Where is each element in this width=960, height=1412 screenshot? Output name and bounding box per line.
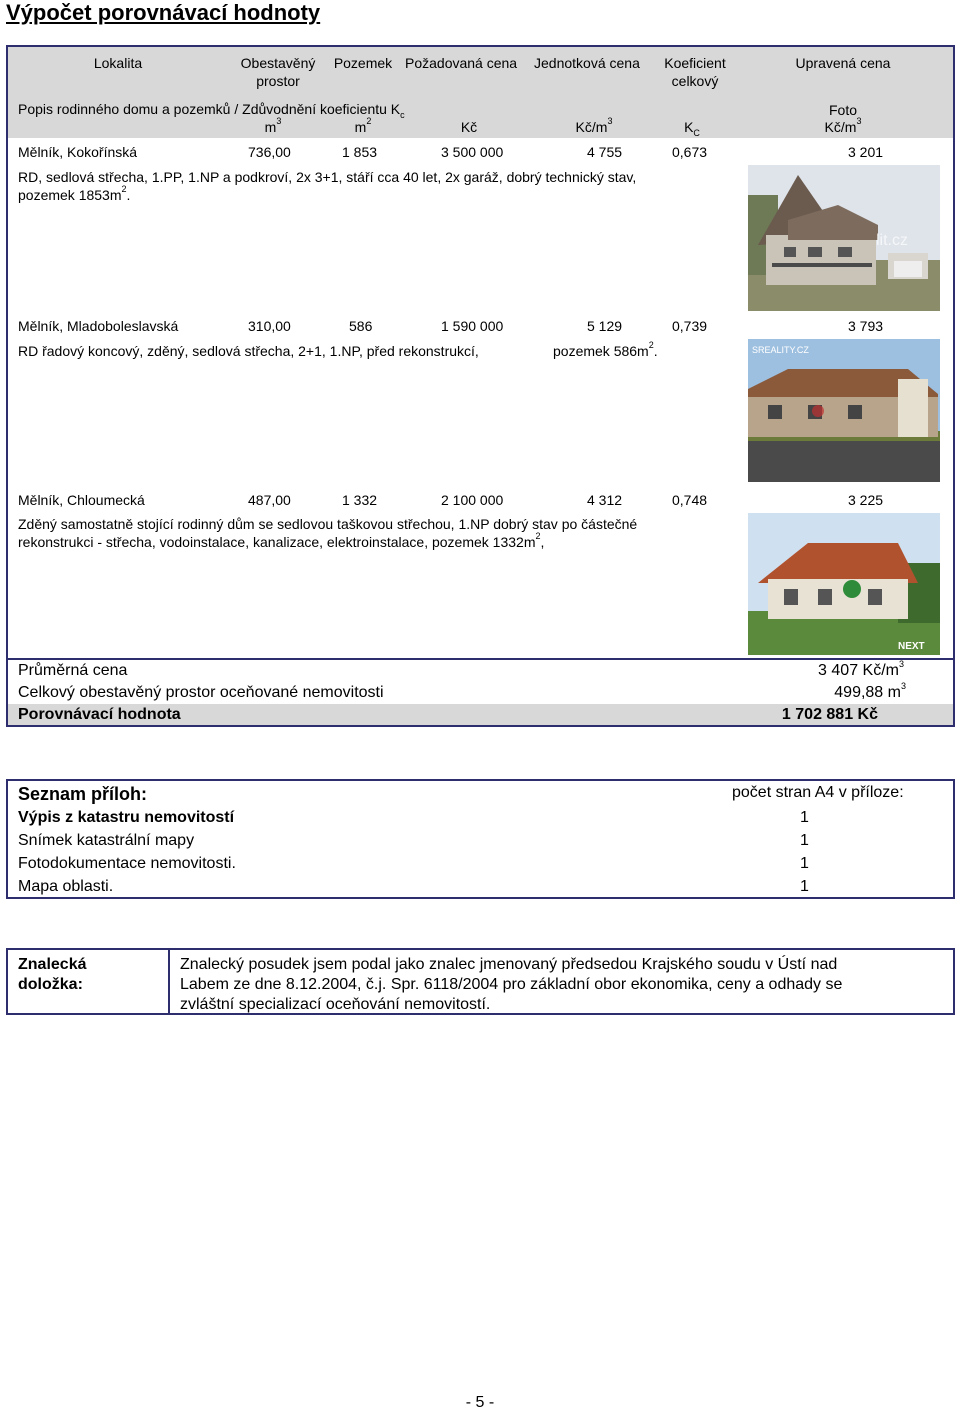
row-koeficient: 0,739 — [672, 318, 708, 334]
unit-kc-m3-upravena: $Kč/m^3$ — [824, 116, 862, 135]
expert-clause-label: Znalecká doložka: — [18, 956, 87, 993]
row-jednotkova: 4 312 — [587, 492, 623, 508]
page-title: Výpočet porovnávací hodnoty — [6, 0, 321, 25]
col-header-lokalita: Lokalita — [93, 55, 143, 71]
col-header-obestaveny: Obestavěný prostor — [240, 55, 316, 89]
row-upravena: 3 225 — [848, 492, 884, 508]
unit-m2: $m^2$ — [354, 116, 372, 135]
row-upravena: 3 201 — [848, 144, 884, 160]
summary-porovnavaci-label: Porovnávací hodnota — [18, 706, 181, 723]
attachments-box — [6, 779, 955, 899]
row-popis-2: pozemek $1853m^2$. — [18, 184, 131, 203]
summary-celkovy-label: Celkový obestavěný prostor oceňované nemovitosti — [18, 684, 384, 701]
summary-divider — [8, 658, 953, 660]
list-item: Fotodokumentace nemovitosti. — [18, 855, 236, 872]
row-cena: 3 500 000 — [441, 144, 504, 160]
house-photo-3 — [748, 513, 940, 655]
row-popis-2: rekonstrukci - střecha, vodoinstalace, kanalizace, elektroinstalace, pozemek $1332m^2$, — [18, 531, 545, 550]
house-photo-2 — [748, 339, 940, 482]
expert-clause-box — [6, 948, 955, 1015]
attachments-count-header: počet stran A4 v příloze: — [732, 784, 904, 801]
row-obestaveny: 487,00 — [248, 492, 291, 508]
summary-prumerna-label: Průměrná cena — [18, 662, 128, 679]
summary-porovnavaci-value: 1 702 881 Kč — [781, 706, 878, 723]
page-number: - 5 - — [465, 1394, 495, 1411]
list-item-count: 1 — [800, 878, 809, 895]
comparison-table — [6, 45, 955, 727]
list-item: Mapa oblasti. — [18, 878, 114, 895]
unit-k: $K_C$ — [684, 119, 700, 138]
house-photo-1 — [748, 165, 940, 311]
expert-clause-text: Znalecký posudek jsem podal jako znalec jmenovaný předsedou Krajského soudu v Ústí nad Labem ze dne 8.12.2004, č.j. Spr. 6118/2004 pro základní obor ekonomika, ceny a odhady se zvláštní specializací oceňování nemovitostí. — [180, 956, 843, 1013]
attachments-title: Seznam příloh: — [18, 784, 148, 804]
row-cena: 2 100 000 — [441, 492, 504, 508]
row-pozemek: 586 — [349, 318, 373, 334]
row-popis: RD, sedlová střecha, 1.PP, 1.NP a podkroví, 2x 3+1, stáří cca 40 let, 2x garáž, dobrý technický stav, — [18, 169, 637, 185]
col-header-upravena-cena: Upravená cena — [795, 55, 891, 71]
summary-prumerna-value: 3 407 $Kč/m^3$ — [818, 659, 904, 679]
list-item: Snímek katastrální mapy — [18, 832, 195, 849]
col-header-foto: Foto — [828, 102, 857, 118]
col-header-jednotkova-cena: Jednotková cena — [534, 55, 640, 71]
summary-celkovy-value: 499,88 $m^3$ — [834, 681, 906, 701]
expert-clause-divider — [168, 950, 170, 1013]
list-item: Výpis z katastru nemovitostí — [18, 809, 235, 826]
row-jednotkova: 5 129 — [587, 318, 623, 334]
col-header-pozadovana-cena: Požadovaná cena — [405, 55, 518, 71]
svg-text:NEXT: NEXT — [898, 641, 925, 652]
row-obestaveny: 736,00 — [248, 144, 291, 160]
unit-kc: Kč — [460, 119, 478, 135]
row-koeficient: 0,748 — [672, 492, 708, 508]
row-jednotkova: 4 755 — [587, 144, 623, 160]
row-popis-pozemek: pozemek $586m^2$. — [553, 340, 658, 359]
unit-m3: $m^3$ — [264, 116, 282, 135]
svg-text:lit.cz: lit.cz — [876, 232, 908, 249]
unit-kc-m3: $Kč/m^3$ — [575, 116, 613, 135]
row-obestaveny: 310,00 — [248, 318, 291, 334]
col-header-pozemek: Pozemek — [333, 55, 393, 71]
list-item-count: 1 — [800, 855, 809, 872]
row-pozemek: 1 853 — [342, 144, 378, 160]
row-upravena: 3 793 — [848, 318, 884, 334]
row-lokalita: Mělník, Mladoboleslavská — [18, 318, 179, 334]
row-popis: RD řadový koncový, zděný, sedlová střecha, 2+1, 1.NP, před rekonstrukcí, — [18, 343, 479, 359]
row-cena: 1 590 000 — [441, 318, 504, 334]
row-lokalita: Mělník, Kokořínská — [18, 144, 138, 160]
row-lokalita: Mělník, Chloumecká — [18, 492, 145, 508]
list-item-count: 1 — [800, 809, 809, 826]
row-koeficient: 0,673 — [672, 144, 708, 160]
svg-text:SREALITY.CZ: SREALITY.CZ — [752, 345, 809, 355]
col-header-popis: Popis rodinného domu a pozemků / Zdůvodnění koeficientu $K_c$ — [18, 101, 405, 120]
row-pozemek: 1 332 — [342, 492, 378, 508]
list-item-count: 1 — [800, 832, 809, 849]
col-header-koeficient: Koeficient celkový — [664, 55, 726, 89]
row-popis: Zděný samostatně stojící rodinný dům se sedlovou taškovou střechou, 1.NP dobrý stav po částečné — [18, 516, 638, 532]
